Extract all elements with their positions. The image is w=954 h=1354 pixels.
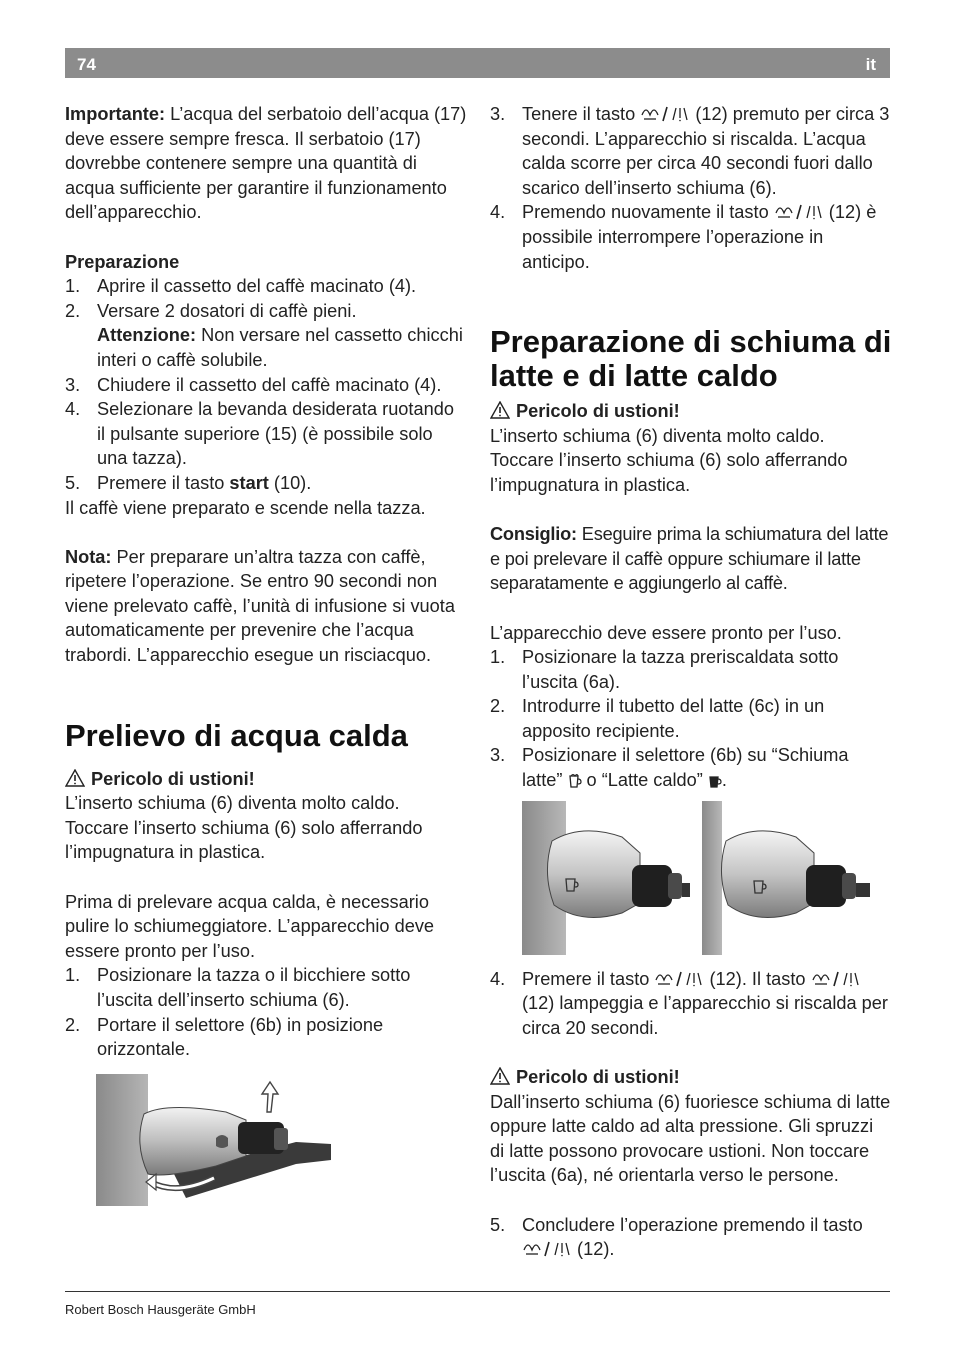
steam-hot-water-icon (774, 204, 824, 220)
language-code: it (865, 55, 876, 74)
danger-heading: Pericolo di ustioni! (65, 767, 467, 792)
coffee-prepared-text: Il caffè viene preparato e scende nella tazza. (65, 497, 426, 518)
hot-milk-cup-icon (708, 772, 722, 788)
selector-milk-froth-illustration (522, 801, 690, 955)
list-item: 1. Posizionare la tazza preriscaldata sotto l’uscita (6a). (490, 647, 839, 692)
list-item: 3. Tenere il tasto (12) premuto per circa 3 secondi. L’apparecchio si riscalda. L’acqua calda scorre per circa 40 secondi fuori dallo scarico dell’inserto schiuma (6). (490, 104, 890, 198)
list-item: 1. Aprire il cassetto del caffè macinato (4). (65, 276, 417, 297)
steam-hot-water-icon (654, 971, 704, 987)
danger-text: L’inserto schiuma (6) diventa molto caldo. Toccare l’inserto schiuma (6) solo afferrando l’impugnatura in plastica. (65, 793, 423, 863)
ready-text: L’apparecchio deve essere pronto per l’uso. (490, 622, 842, 643)
list-item: 4. Premendo nuovamente il tasto (12) è possibile interrompere l’operazione in anticipo. (490, 202, 877, 272)
warning-triangle-icon (65, 769, 85, 787)
footer-company: Robert Bosch Hausgeräte GmbH (65, 1302, 256, 1317)
page-number: 74 (77, 55, 96, 74)
steam-hot-water-icon (811, 971, 861, 987)
selector-illustrations (522, 801, 892, 955)
list-item: 2. Versare 2 dosatori di caffè pieni. Attenzione: Non versare nel cassetto chicchi interi o caffè solubile. (65, 300, 463, 370)
steam-hot-water-icon (640, 106, 690, 122)
section-title-hot-water: Prelievo di acqua calda (65, 717, 408, 753)
milk-froth-cup-icon (568, 772, 582, 788)
left-column (65, 102, 467, 1206)
note-paragraph: Nota: Per preparare un’altra tazza con caffè, ripetere l’operazione. Se entro 90 secondi non viene prelevato caffè, l’unità di infusione si vuota automaticamente per prevenire che l’acqua trabordi. L’apparecchio esegue un risciacquo. (65, 546, 455, 666)
milk-final-step (490, 1213, 892, 1262)
list-item: 2. Portare il selettore (6b) in posizione orizzontale. (65, 1014, 384, 1060)
preparation-steps (65, 274, 467, 495)
tip-paragraph: Consiglio: Eseguire prima la schiumatura del latte e poi prelevare il caffè oppure schiumare il latte separatamente e aggiungerlo al caffè. (490, 524, 889, 594)
list-item: 4. Selezionare la bevanda desiderata ruotando il pulsante superiore (15) (è possibile solo una tazza). (65, 399, 454, 469)
preparation-heading: Preparazione (65, 251, 180, 272)
page-header (65, 48, 890, 78)
list-item: 3. Chiudere il cassetto del caffè macinato (4). (65, 374, 442, 395)
milk-steps-continued (490, 967, 892, 1041)
list-item: 1. Posizionare la tazza o il bicchiere sotto l’uscita dell’inserto schiuma (6). (65, 965, 411, 1010)
danger-text: Dall’inserto schiuma (6) fuoriesce schiuma di latte oppure latte caldo ad alta pressione. Gli spruzzi di latte possono provocare ustioni. Non toccare l’uscita (6a), né orientarla verso le persone. (490, 1091, 891, 1186)
list-item: 2. Introdurre il tubetto del latte (6c) in un apposito recipiente. (490, 696, 825, 741)
danger-heading: Pericolo di ustioni! (490, 1065, 892, 1090)
hot-water-steps (65, 963, 467, 1061)
list-item: 5. Premere il tasto start (10). (65, 472, 312, 493)
selector-hot-milk-illustration (702, 801, 870, 955)
danger-text: L’inserto schiuma (6) diventa molto caldo. Toccare l’inserto schiuma (6) solo afferrando l’impugnatura in plastica. (490, 425, 848, 495)
steam-hot-water-icon (522, 1241, 572, 1257)
section-title-milk: Preparazione di schiuma di latte e di latte caldo (490, 324, 892, 394)
hot-water-steps-continued (490, 102, 892, 274)
selector-horizontal-illustration (96, 1074, 331, 1206)
warning-triangle-icon (490, 1067, 510, 1085)
right-column (490, 102, 892, 1262)
list-item: 3. Posizionare il selettore (6b) su “Schiuma latte” o “Latte caldo” . (490, 745, 849, 791)
warning-triangle-icon (490, 401, 510, 419)
important-paragraph: Importante: L’acqua del serbatoio dell’acqua (17) deve essere sempre fresca. Il serbatoio (17) dovrebbe contenere sempre una quantità di acqua sufficiente per garantire il funzionamento dell’apparecchio. (65, 104, 467, 223)
danger-heading: Pericolo di ustioni! (490, 399, 892, 424)
list-item: 4. Premere il tasto (12). Il tasto (12) lampeggia e l’apparecchio si riscalda per circa 20 secondi. (490, 968, 888, 1038)
milk-steps (490, 645, 892, 793)
list-item: 5. Concludere l’operazione premendo il tasto (12). (490, 1214, 863, 1260)
before-text: Prima di prelevare acqua calda, è necessario pulire lo schiumeggiatore. L’apparecchio deve essere pronto per l’uso. (65, 891, 435, 961)
footer-divider (65, 1291, 890, 1292)
